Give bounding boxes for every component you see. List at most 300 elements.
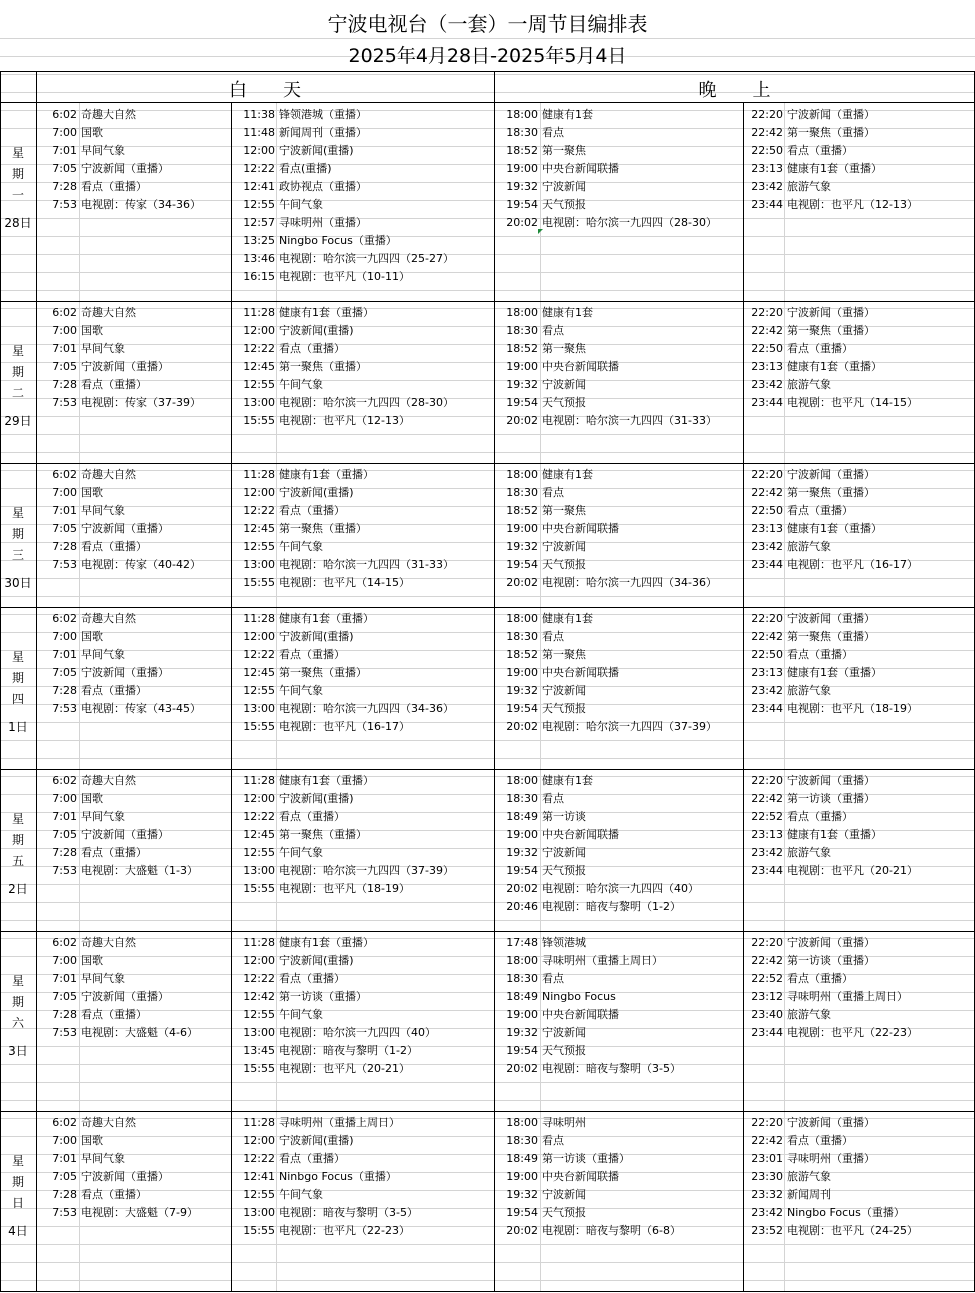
program-title: 国歌 [81,324,103,337]
program-title: 电视剧：暗夜与黎明（1-2） [542,900,681,913]
program-time: 11:38 [243,108,275,121]
program-time: 18:49 [506,810,538,823]
program-title: 看点（重播） [787,504,853,517]
program-title: 看点（重播） [787,144,853,157]
program-time: 7:05 [52,990,77,1003]
program-time: 12:55 [243,684,275,697]
program-title: 旅游气象 [787,540,831,553]
program-time: 7:53 [52,396,77,409]
program-title: 看点（重播） [81,1188,147,1201]
program-time: 7:00 [52,792,77,805]
program-time: 12:45 [243,828,275,841]
program-time: 19:00 [506,162,538,175]
program-time: 18:30 [506,1134,538,1147]
program-title: 看点 [542,126,564,139]
program-time: 19:00 [506,828,538,841]
program-title: 天气预报 [542,1044,586,1057]
program-time: 23:40 [751,1008,783,1021]
program-title: 电视剧：也平凡（20-21） [787,864,918,877]
program-title: 健康有1套（重播） [279,306,374,319]
program-time: 13:00 [243,1026,275,1039]
weekday-char: 期 [11,1175,24,1189]
program-title: 电视剧：哈尔滨一九四四（37-39） [279,864,454,877]
program-title: 宁波新闻(重播) [279,954,354,967]
program-time: 7:28 [52,378,77,391]
program-time: 23:13 [751,360,783,373]
program-title: 国歌 [81,486,103,499]
program-time: 23:12 [751,990,783,1003]
program-time: 20:02 [506,1062,538,1075]
program-title: 旅游气象 [787,1008,831,1021]
program-time: 7:05 [52,360,77,373]
program-time: 7:05 [52,522,77,535]
program-time: 23:44 [751,396,783,409]
program-time: 12:55 [243,378,275,391]
program-title: 看点 [542,972,564,985]
program-time: 18:00 [506,612,538,625]
evening-header: 晚 上 [698,80,771,101]
program-title: 天气预报 [542,702,586,715]
program-time: 6:02 [52,108,77,121]
program-time: 7:00 [52,486,77,499]
program-title: 宁波新闻 [542,540,586,553]
day-date: 3日 [8,1044,28,1058]
day-date: 28日 [4,216,32,230]
program-time: 12:55 [243,1188,275,1201]
program-time: 12:00 [243,486,275,499]
program-time: 18:30 [506,792,538,805]
program-time: 23:44 [751,864,783,877]
program-time: 22:20 [751,108,783,121]
program-time: 12:42 [243,990,275,1003]
weekday-char: 星 [11,650,24,664]
program-time: 13:00 [243,1206,275,1219]
program-time: 18:52 [506,144,538,157]
program-title: 宁波新闻（重播） [81,360,169,373]
program-time: 23:42 [751,180,783,193]
program-title: 健康有1套 [542,468,593,481]
program-time: 15:55 [243,1224,275,1237]
program-time: 18:30 [506,630,538,643]
program-time: 23:30 [751,1170,783,1183]
program-time: 12:22 [243,810,275,823]
program-title: 旅游气象 [787,684,831,697]
program-title: 看点 [542,1134,564,1147]
program-title: 午间气象 [279,378,323,391]
program-time: 20:02 [506,720,538,733]
program-time: 7:53 [52,1026,77,1039]
program-time: 20:02 [506,882,538,895]
program-title: 天气预报 [542,198,586,211]
program-time: 7:01 [52,504,77,517]
program-time: 7:01 [52,972,77,985]
program-time: 13:00 [243,864,275,877]
program-time: 12:22 [243,1152,275,1165]
program-time: 7:05 [52,162,77,175]
program-time: 19:00 [506,1008,538,1021]
program-time: 22:42 [751,954,783,967]
program-title: 第一聚焦（重播） [279,360,367,373]
program-title: 电视剧：大盛魁（4-6） [81,1026,198,1039]
program-title: 旅游气象 [787,180,831,193]
program-title: 电视剧：也平凡（12-13） [279,414,410,427]
program-time: 12:57 [243,216,275,229]
program-time: 18:52 [506,648,538,661]
weekday-char: 星 [11,344,24,358]
program-time: 7:28 [52,540,77,553]
program-time: 22:52 [751,972,783,985]
weekday-char: 期 [11,365,24,379]
program-time: 19:32 [506,180,538,193]
program-time: 6:02 [52,774,77,787]
program-title: 电视剧：哈尔滨一九四四（28-30） [542,216,717,229]
program-time: 13:00 [243,702,275,715]
weekday-char: 二 [11,386,24,400]
program-time: 23:52 [751,1224,783,1237]
program-title: 电视剧：哈尔滨一九四四（31-33） [279,558,454,571]
program-title: 健康有1套（重播） [787,162,882,175]
weekday-char: 期 [11,995,24,1009]
program-time: 20:02 [506,216,538,229]
program-time: 19:32 [506,1026,538,1039]
program-title: 午间气象 [279,846,323,859]
weekday-char: 六 [11,1016,24,1030]
program-title: 电视剧：大盛魁（1-3） [81,864,198,877]
program-title: 电视剧：哈尔滨一九四四（28-30） [279,396,454,409]
program-title: 看点（重播） [279,972,345,985]
program-title: 电视剧：暗夜与黎明（3-5） [279,1206,418,1219]
program-time: 19:54 [506,198,538,211]
program-time: 19:32 [506,684,538,697]
program-title: 天气预报 [542,1206,586,1219]
program-time: 12:00 [243,630,275,643]
program-title: 国歌 [81,954,103,967]
program-title: 第一聚焦（重播） [279,666,367,679]
program-title: 电视剧：也平凡（14-15） [787,396,918,409]
program-time: 12:41 [243,180,275,193]
program-title: 健康有1套（重播） [787,360,882,373]
program-title: 看点(重播) [279,162,332,175]
program-time: 22:50 [751,504,783,517]
program-title: 新闻周刊 [787,1188,831,1201]
program-time: 7:00 [52,1134,77,1147]
program-time: 22:42 [751,630,783,643]
program-time: 19:54 [506,864,538,877]
program-time: 23:42 [751,378,783,391]
program-time: 18:00 [506,468,538,481]
program-title: 宁波新闻（重播） [787,108,875,121]
program-time: 7:05 [52,828,77,841]
program-title: 宁波新闻（重播） [787,1116,875,1129]
program-title: 电视剧：也平凡（12-13） [787,198,918,211]
program-time: 15:55 [243,1062,275,1075]
program-time: 15:55 [243,720,275,733]
program-title: 电视剧：也平凡（18-19） [279,882,410,895]
program-title: 政协视点（重播） [279,180,367,193]
program-time: 18:30 [506,486,538,499]
program-title: 早间气象 [81,504,125,517]
program-title: 奇趣大自然 [81,774,136,787]
program-title: 第一聚焦 [542,144,586,157]
program-time: 19:54 [506,1044,538,1057]
program-time: 12:55 [243,1008,275,1021]
program-time: 23:44 [751,702,783,715]
program-time: 12:55 [243,846,275,859]
program-title: 电视剧：哈尔滨一九四四（40） [542,882,699,895]
program-title: 健康有1套 [542,612,593,625]
program-title: 健康有1套（重播） [279,612,374,625]
program-title: 健康有1套（重播） [279,468,374,481]
program-time: 12:22 [243,504,275,517]
program-time: 18:00 [506,306,538,319]
program-time: 22:42 [751,126,783,139]
program-time: 16:15 [243,270,275,283]
program-time: 13:00 [243,396,275,409]
program-time: 19:54 [506,396,538,409]
program-title: 看点（重播） [787,648,853,661]
program-title: 午间气象 [279,540,323,553]
program-time: 23:42 [751,1206,783,1219]
program-title: 健康有1套 [542,306,593,319]
program-title: 宁波新闻（重播） [787,774,875,787]
program-time: 22:42 [751,486,783,499]
program-time: 19:00 [506,666,538,679]
program-time: 12:41 [243,1170,275,1183]
program-title: 中央台新闻联播 [542,828,619,841]
program-title: 电视剧：也平凡（10-11） [279,270,410,283]
program-time: 7:53 [52,1206,77,1219]
program-title: 宁波新闻（重播） [81,666,169,679]
program-title: 第一访谈（重播） [542,1152,630,1165]
program-title: 宁波新闻 [542,378,586,391]
program-title: 宁波新闻 [542,684,586,697]
program-time: 22:20 [751,306,783,319]
weekday-char: 星 [11,146,24,160]
program-time: 22:50 [751,342,783,355]
program-title: 看点 [542,630,564,643]
program-title: 健康有1套 [542,774,593,787]
program-time: 11:28 [243,1116,275,1129]
program-time: 20:02 [506,576,538,589]
program-title: 国歌 [81,792,103,805]
program-time: 23:32 [751,1188,783,1201]
program-title: 宁波新闻（重播） [81,162,169,175]
program-title: 看点（重播） [81,180,147,193]
weekday-char: 五 [11,854,24,868]
program-title: 第一聚焦（重播） [787,324,875,337]
program-time: 11:28 [243,774,275,787]
program-title: 电视剧：哈尔滨一九四四（37-39） [542,720,717,733]
program-title: 寻味明州（重播） [787,1152,875,1165]
program-time: 7:01 [52,1152,77,1165]
program-title: 宁波新闻 [542,1188,586,1201]
program-time: 7:00 [52,954,77,967]
program-time: 7:01 [52,342,77,355]
program-title: 旅游气象 [787,846,831,859]
program-title: 宁波新闻(重播) [279,1134,354,1147]
program-title: 电视剧：暗夜与黎明（3-5） [542,1062,681,1075]
program-time: 7:05 [52,1170,77,1183]
program-time: 17:48 [506,936,538,949]
weekday-char: 一 [11,188,24,202]
program-title: 国歌 [81,126,103,139]
program-time: 19:54 [506,702,538,715]
daytime-header: 白 天 [229,80,301,101]
program-time: 18:00 [506,1116,538,1129]
program-title: 电视剧：也平凡（22-23） [787,1026,918,1039]
program-time: 7:00 [52,126,77,139]
weekday-char: 期 [11,833,24,847]
day-date: 1日 [8,720,28,734]
cell-comment-marker [538,229,543,234]
program-title: 电视剧：也平凡（14-15） [279,576,410,589]
program-title: 电视剧：大盛魁（7-9） [81,1206,198,1219]
program-time: 18:30 [506,324,538,337]
program-title: 奇趣大自然 [81,612,136,625]
program-time: 22:50 [751,144,783,157]
program-title: 看点（重播） [279,810,345,823]
program-time: 13:00 [243,558,275,571]
page-title: 宁波电视台（一套）一周节目编排表 [327,12,648,36]
program-title: 宁波新闻(重播) [279,792,354,805]
program-time: 22:20 [751,1116,783,1129]
program-time: 22:20 [751,468,783,481]
program-title: 电视剧：也平凡（24-25） [787,1224,918,1237]
program-title: 看点（重播） [787,342,853,355]
program-title: 看点（重播） [279,504,345,517]
program-title: 早间气象 [81,1152,125,1165]
program-title: 第一聚焦 [542,504,586,517]
program-time: 7:28 [52,1188,77,1201]
weekday-char: 期 [11,527,24,541]
program-time: 12:45 [243,522,275,535]
program-title: 早间气象 [81,648,125,661]
program-time: 12:55 [243,540,275,553]
program-time: 13:25 [243,234,275,247]
program-title: 宁波新闻 [542,846,586,859]
program-time: 13:46 [243,252,275,265]
program-title: 奇趣大自然 [81,108,136,121]
program-time: 7:53 [52,702,77,715]
program-time: 15:55 [243,576,275,589]
program-time: 19:00 [506,360,538,373]
date-range: 2025年4月28日-2025年5月4日 [348,45,627,67]
program-title: 早间气象 [81,972,125,985]
day-date: 30日 [4,576,32,590]
program-title: 第一聚焦（重播） [279,522,367,535]
program-title: 第一聚焦（重播） [787,126,875,139]
program-time: 18:00 [506,774,538,787]
program-title: 宁波新闻（重播） [81,828,169,841]
program-title: 奇趣大自然 [81,468,136,481]
program-time: 7:28 [52,1008,77,1021]
weekday-char: 星 [11,812,24,826]
program-time: 23:42 [751,684,783,697]
program-time: 19:54 [506,558,538,571]
program-title: 电视剧：也平凡（22-23） [279,1224,410,1237]
program-time: 23:01 [751,1152,783,1165]
program-time: 18:52 [506,342,538,355]
program-time: 15:55 [243,882,275,895]
program-title: 宁波新闻（重播） [81,522,169,535]
program-time: 6:02 [52,612,77,625]
program-time: 23:13 [751,522,783,535]
program-time: 7:00 [52,630,77,643]
program-time: 12:45 [243,666,275,679]
program-time: 18:30 [506,972,538,985]
program-title: 第一访谈（重播） [787,954,875,967]
program-title: 健康有1套（重播） [787,522,882,535]
program-time: 12:45 [243,360,275,373]
program-time: 11:48 [243,126,275,139]
program-title: Ningbo Focus（重播） [279,234,397,247]
program-time: 12:00 [243,144,275,157]
program-title: 第一聚焦 [542,648,586,661]
weekday-char: 三 [11,548,24,562]
program-title: 看点（重播） [279,1152,345,1165]
program-title: 午间气象 [279,684,323,697]
program-time: 22:20 [751,936,783,949]
program-title: 天气预报 [542,864,586,877]
program-time: 12:22 [243,162,275,175]
day-date: 2日 [8,882,28,896]
program-time: 12:00 [243,1134,275,1147]
program-title: 午间气象 [279,1008,323,1021]
program-time: 22:20 [751,612,783,625]
program-time: 7:28 [52,180,77,193]
program-title: 宁波新闻(重播) [279,630,354,643]
program-time: 12:00 [243,792,275,805]
program-title: 宁波新闻(重播) [279,486,354,499]
program-title: 寻味明州（重播） [279,216,367,229]
program-title: Ninbgo Focus（重播） [279,1170,397,1183]
program-time: 7:28 [52,684,77,697]
day-date: 29日 [4,414,32,428]
program-time: 11:28 [243,936,275,949]
program-time: 23:13 [751,828,783,841]
day-date: 4日 [8,1224,28,1238]
program-time: 18:30 [506,126,538,139]
program-title: 电视剧：也平凡（18-19） [787,702,918,715]
program-title: 第一聚焦（重播） [279,828,367,841]
program-time: 19:32 [506,378,538,391]
program-title: 看点（重播） [81,378,147,391]
program-time: 12:22 [243,648,275,661]
program-title: 健康有1套（重播） [279,936,374,949]
program-title: 电视剧：也平凡（20-21） [279,1062,410,1075]
program-title: 午间气象 [279,1188,323,1201]
program-time: 18:49 [506,1152,538,1165]
program-title: 电视剧：传家（37-39） [81,396,201,409]
program-title: 电视剧：哈尔滨一九四四（40） [279,1026,436,1039]
program-time: 7:53 [52,558,77,571]
program-title: 宁波新闻（重播） [787,936,875,949]
program-time: 23:44 [751,1026,783,1039]
program-title: 宁波新闻（重播） [787,468,875,481]
program-title: 早间气象 [81,810,125,823]
program-title: 奇趣大自然 [81,936,136,949]
program-title: 第一聚焦（重播） [787,630,875,643]
weekday-char: 星 [11,506,24,520]
program-time: 20:46 [506,900,538,913]
program-time: 23:42 [751,846,783,859]
program-title: 早间气象 [81,144,125,157]
program-title: 电视剧：哈尔滨一九四四（31-33） [542,414,717,427]
program-title: 电视剧：暗夜与黎明（6-8） [542,1224,681,1237]
program-title: 电视剧：也平凡（16-17） [787,558,918,571]
program-title: 电视剧：传家（34-36） [81,198,201,211]
program-title: 电视剧：哈尔滨一九四四（34-36） [542,576,717,589]
